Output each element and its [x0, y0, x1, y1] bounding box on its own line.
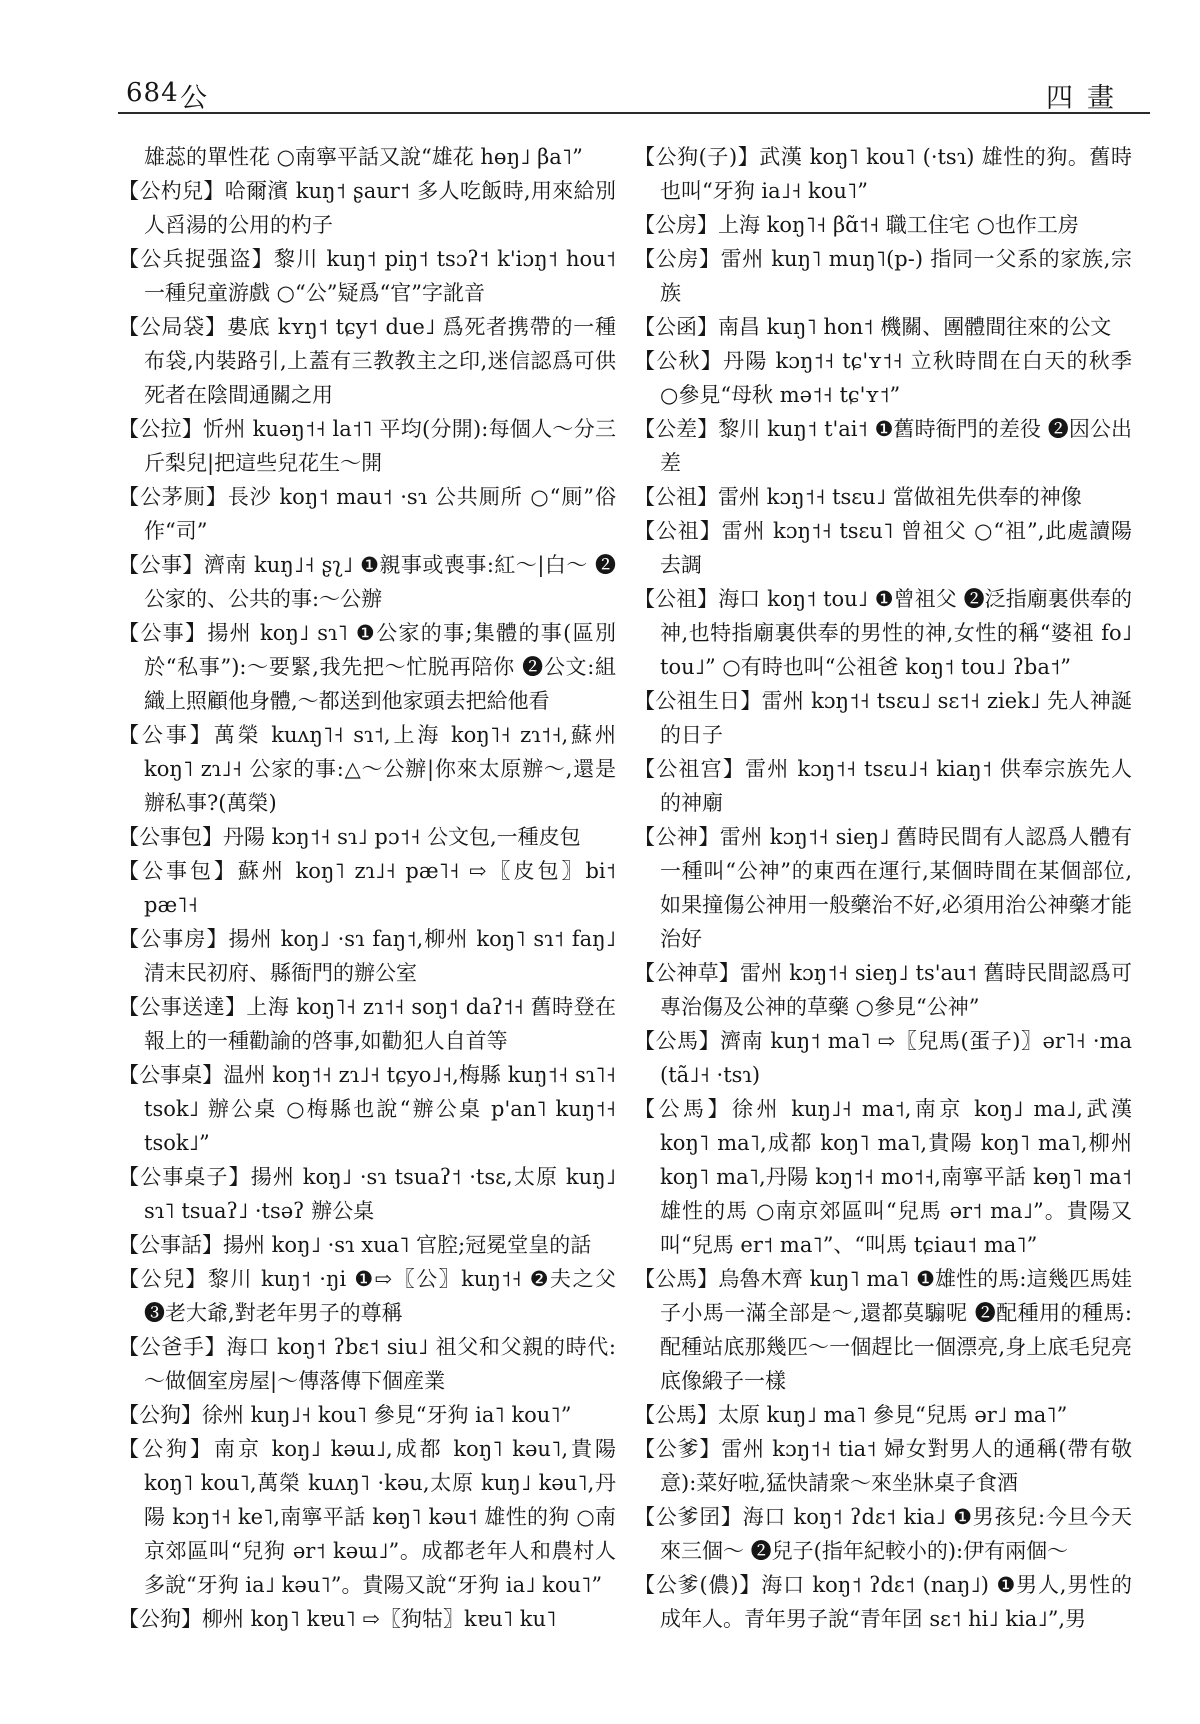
- dictionary-entry: 【公神草】雷州 kɔŋ˦˧ sieŋ˩ ts'au˦ 舊時民間認爲可專治傷及公神的草藥 ○參見“公神”: [634, 961, 1132, 1019]
- dictionary-entry: 【公事】濟南 kuŋ˩˧ ʂʅ˩ ❶親事或喪事:紅～|白～ ❷公家的、公共的事:～公辦: [118, 553, 616, 611]
- dictionary-entry: 【公狗】南京 koŋ˩ kəɯ˩,成都 koŋ˥ kəu˥,貴陽 koŋ˥ kou˥,萬榮 kuʌŋ˥ ·kəu,太原 kuŋ˩ kəu˥,丹陽 kɔŋ˦˧ ke˥,南寧平話 kɵŋ˥ kəu˦ 雄性的狗 ○南京郊區叫“兒狗 ər˦ kəɯ˩”。成都老年人和農村人多說“牙狗 ia˩ kəu˥”。貴陽又說“牙狗 ia˩ kou˥”: [118, 1437, 616, 1597]
- dictionary-entry: 【公事桌子】揚州 koŋ˩ ·sɿ tsuaʔ˦ ·tsɛ,太原 kuŋ˩ sɿ˥ tsuaʔ˩ ·tsəʔ 辦公桌: [118, 1165, 616, 1223]
- dictionary-entry: 【公房】雷州 kuŋ˥ muŋ˥(p-) 指同一父系的家族,宗族: [634, 247, 1132, 305]
- dictionary-entry: 雄蕊的單性花 ○南寧平話又說“雄花 hɵŋ˩ βa˥”: [144, 145, 583, 169]
- dictionary-entry: 【公爹囝】海口 koŋ˦ ʔdɛ˦ kia˩ ❶男孩兒:今旦今天來三個～ ❷兒子(指年紀較小的):伊有兩個～: [634, 1505, 1132, 1563]
- page-number: 684: [126, 78, 179, 108]
- dictionary-entry: 【公兒】黎川 kuŋ˦ ·ŋi ❶⇨〖公〗kuŋ˦˧ ❷夫之父 ❸老大爺,對老年男子的尊稱: [118, 1267, 616, 1325]
- dictionary-entry: 【公祖】雷州 kɔŋ˦˧ tsɛu˥ 曾祖父 ○“祖”,此處讀陽去調: [634, 519, 1132, 577]
- dictionary-entry: 【公馬】烏魯木齊 kuŋ˥ ma˥ ❶雄性的馬:這幾匹馬娃子小馬一滿全部是～,還都莫騸呢 ❷配種用的種馬:配種站底那幾匹～一個趕比一個漂亮,身上底毛兒亮底像緞子一樣: [634, 1267, 1132, 1393]
- dictionary-entry: 【公狗】柳州 koŋ˥ kɐu˥ ⇨〖狗牯〗kɐu˥ ku˥: [118, 1607, 557, 1631]
- dictionary-entry: 【公兵捉强盗】黎川 kuŋ˦ piŋ˦ tsɔʔ˦ k'iɔŋ˦ hou˦ 一種兒童游戲 ○“公”疑爲“官”字訛音: [118, 247, 616, 305]
- dictionary-entry: 【公爹(儂)】海口 koŋ˦ ʔdɛ˦ (naŋ˩) ❶男人,男性的成年人。青年男子說“青年囝 sɛ˦ hi˩ kia˩”,男: [634, 1573, 1132, 1631]
- header-head-char: 公: [180, 83, 207, 114]
- dictionary-entry: 【公事包】蘇州 koŋ˥ zɿ˩˧ pæ˥˧ ⇨〖皮包〗bi˦ pæ˥˧: [118, 859, 616, 917]
- dictionary-entry: 【公事包】丹陽 kɔŋ˦˧ sɿ˩ pɔ˦˧ 公文包,一種皮包: [118, 825, 581, 849]
- dictionary-entry: 【公爸手】海口 koŋ˦ ʔbɛ˦ siu˩ 祖父和父親的時代:～做個室房屋|～傳落傳下個産業: [118, 1335, 616, 1393]
- dictionary-entry: 【公馬】太原 kuŋ˩ ma˥ 參見“兒馬 ər˩ ma˥”: [634, 1403, 1068, 1427]
- dictionary-entry: 【公祖】雷州 kɔŋ˦˧ tsɛu˩ 當做祖先供奉的神像: [634, 485, 1082, 509]
- dictionary-entry: 【公祖生日】雷州 kɔŋ˦˧ tsɛu˩ sɛ˦˧ ziek˩ 先人神誕的日子: [634, 689, 1132, 747]
- dictionary-entry: 【公事桌】温州 koŋ˦˧ zɿ˩˧ tɕyo˩˧,梅縣 kuŋ˦˧ sɿ˥˧ tsok˩ 辦公桌 ○梅縣也說“辦公桌 p'an˥ kuŋ˦˧ tsok˩”: [118, 1063, 616, 1155]
- dictionary-entry: 【公馬】濟南 kuŋ˦ ma˥ ⇨〖兒馬(蛋子)〗ər˥˧ ·ma (tã˩˧ ·tsɿ): [634, 1029, 1132, 1087]
- dictionary-entry: 【公事房】揚州 koŋ˩ ·sɿ faŋ˦,柳州 koŋ˥ sɿ˦ faŋ˩ 清末民初府、縣衙門的辦公室: [118, 927, 616, 985]
- left-column: [118, 140, 616, 1700]
- dictionary-entry: 【公茅厠】長沙 koŋ˦ mau˦ ·sɿ 公共厠所 ○“厠”俗作“司”: [118, 485, 616, 543]
- dictionary-entry: 【公事】萬榮 kuʌŋ˥˧ sɿ˦,上海 koŋ˥˧ zɿ˦˧,蘇州 koŋ˥ zɿ˩˧ 公家的事:△～公辦|你來太原辦～,還是辦私事?(萬榮): [118, 723, 616, 815]
- dictionary-entry: 【公爹】雷州 kɔŋ˦˧ tia˦ 婦女對男人的通稱(帶有敬意):菜好啦,猛快請衆～來坐牀桌子食酒: [634, 1437, 1132, 1495]
- section-label: 四畫: [1046, 83, 1128, 114]
- dictionary-entry: 【公局袋】婁底 kʏŋ˦ tɕy˦ due˩ 爲死者携帶的一種布袋,内裝路引,上蓋有三教教主之印,迷信認爲可供死者在陰間通關之用: [118, 315, 616, 407]
- entry-columns: [118, 140, 1150, 1700]
- dictionary-entry: 【公馬】徐州 kuŋ˩˧ ma˦,南京 koŋ˩ ma˩,武漢 koŋ˥ ma˥,成都 koŋ˥ ma˥,貴陽 koŋ˥ ma˥,柳州 koŋ˥ ma˥,丹陽 kɔŋ˦˧ mo˦˧,南寧平話 kɵŋ˥ ma˦ 雄性的馬 ○南京郊區叫“兒馬 ər˦ ma˩”。貴陽又叫“兒馬 er˦ ma˥”、“叫馬 tɕiau˦ ma˥”: [634, 1097, 1132, 1257]
- dictionary-entry: 【公祖宫】雷州 kɔŋ˦˧ tsɛu˩˧ kiaŋ˦ 供奉宗族先人的神廟: [634, 757, 1132, 815]
- dictionary-entry: 【公差】黎川 kuŋ˦ t'ai˦ ❶舊時衙門的差役 ❷因公出差: [634, 417, 1132, 475]
- dictionary-entry: 【公事送達】上海 koŋ˥˧ zɿ˦˧ soŋ˦ daʔ˦˧ 舊時登在報上的一種勸諭的啓事,如勸犯人自首等: [118, 995, 616, 1053]
- dictionary-entry: 【公祖】海口 koŋ˦ tou˩ ❶曾祖父 ❷泛指廟裏供奉的神,也特指廟裏供奉的男性的神,女性的稱“婆祖 fo˩ tou˩” ○有時也叫“公祖爸 koŋ˦ tou˩ ʔba˦”: [634, 587, 1132, 679]
- dictionary-entry: 【公事】揚州 koŋ˩ sɿ˥ ❶公家的事;集體的事(區別於“私事”):～要緊,我先把～忙脱再陪你 ❷公文:組織上照顧他身體,～都送到他家頭去把給他看: [118, 621, 616, 713]
- dictionary-entry: 【公事話】揚州 koŋ˩ ·sɿ xua˥ 官腔;冠冕堂皇的話: [118, 1233, 592, 1257]
- page-header: [118, 76, 1150, 114]
- dictionary-entry: 【公房】上海 koŋ˥˧ βɑ̃˦˧ 職工住宅 ○也作工房: [634, 213, 1079, 237]
- dictionary-entry: 【公秋】丹陽 kɔŋ˦˧ tɕ'ʏ˦˧ 立秋時間在白天的秋季 ○參見“母秋 mə˦˧ tɕ'ʏ˦”: [634, 349, 1132, 407]
- dictionary-entry: 【公狗(子)】武漢 koŋ˥ kou˥ (·tsɿ) 雄性的狗。舊時也叫“牙狗 ia˩˧ kou˥”: [634, 145, 1132, 203]
- dictionary-entry: 【公杓兒】哈爾濱 kuŋ˦ ʂaur˦ 多人吃飯時,用來給別人舀湯的公用的杓子: [118, 179, 616, 237]
- dictionary-entry: 【公狗】徐州 kuŋ˩˧ kou˥ 參見“牙狗 ia˥ kou˥”: [118, 1403, 572, 1427]
- dictionary-entry: 【公神】雷州 kɔŋ˦˧ sieŋ˩ 舊時民間有人認爲人體有一種叫“公神”的東西在運行,某個時間在某個部位,如果撞傷公神用一般藥治不好,必須用治公神藥才能治好: [634, 825, 1132, 951]
- right-column: [634, 140, 1132, 1700]
- dictionary-entry: 【公函】南昌 kuŋ˥ hon˦ 機關、團體間往來的公文: [634, 315, 1112, 339]
- dictionary-entry: 【公拉】忻州 kuəŋ˦˧ la˦˥ 平均(分開):每個人～分三斤梨兒|把這些兒花生～開: [118, 417, 616, 475]
